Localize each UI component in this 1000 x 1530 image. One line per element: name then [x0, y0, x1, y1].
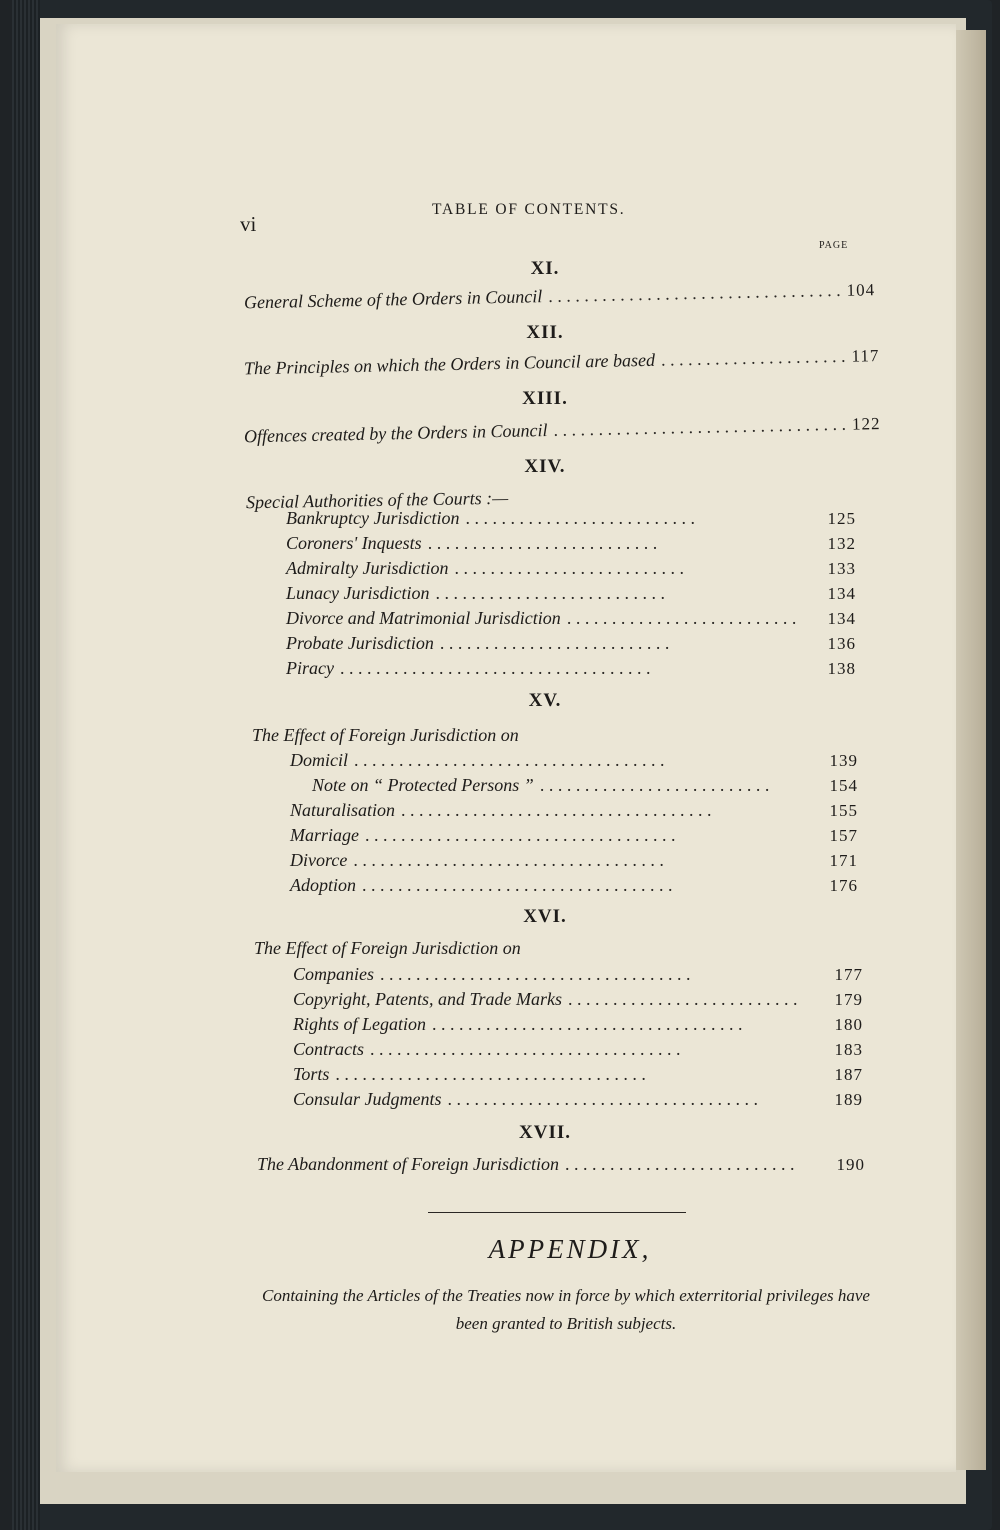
toc-entry-page: 176 — [829, 876, 858, 895]
toc-entry-title: Adoption — [290, 875, 356, 895]
section-heading: Special Authorities of the Courts :— — [245, 487, 509, 513]
dot-leader: . . . . . . . . . . . . . . . . . . . . . . . . . . — [427, 533, 658, 553]
toc-entry-page: 125 — [827, 509, 856, 528]
toc-entry-title: Bankruptcy Jurisdiction — [286, 508, 460, 528]
toc-entry-title: Rights of Legation — [293, 1014, 427, 1034]
dot-leader: . . . . . . . . . . . . . . . . . . . . . . . . . . . . . . . . . . . — [354, 750, 665, 770]
toc-entry — [290, 825, 858, 853]
toc-entry-page: 190 — [836, 1155, 865, 1174]
toc-entry-page: 177 — [834, 965, 863, 984]
section-heading: The Effect of Foreign Jurisdiction on — [254, 938, 521, 958]
dot-leader: . . . . . . . . . . . . . . . . . . . . . . . . . . — [539, 775, 770, 795]
dot-leader: . . . . . . . . . . . . . . . . . . . . . . . . . . . . . . . . . . . — [339, 658, 651, 678]
folio-number: vi — [240, 212, 257, 236]
toc-entry — [286, 633, 856, 661]
dot-leader: . . . . . . . . . . . . . . . . . . . . . . . . . . . . . . . . . . . — [447, 1089, 758, 1109]
chapter-numeral: XI. — [530, 258, 560, 279]
toc-entry-title: The Abandonment of Foreign Jurisdiction — [257, 1154, 559, 1174]
toc-entry-title: Companies — [293, 964, 374, 984]
dot-leader: . . . . . . . . . . . . . . . . . . . . . . . . . . . . . . . . . . . — [335, 1064, 646, 1084]
toc-entry-title: Offences created by the Orders in Council — [243, 420, 548, 447]
toc-entry-page: 132 — [827, 534, 856, 553]
chapter-numeral: XVII. — [519, 1122, 571, 1143]
toc-entry-page: 122 — [851, 414, 881, 434]
toc-entry-page: 138 — [827, 659, 856, 678]
chapter-numeral: XIII. — [522, 388, 568, 409]
toc-entry-page: 180 — [834, 1015, 863, 1034]
dot-leader: . . . . . . . . . . . . . . . . . . . . . . . . . . . . . . . . . . . — [432, 1014, 743, 1034]
toc-entry — [290, 875, 858, 903]
toc-entry — [293, 1014, 863, 1042]
section-heading: The Effect of Foreign Jurisdiction on — [252, 725, 519, 745]
dot-leader: . . . . . . . . . . . . . . . . . . . . . . . . . . . . . . . . . — [547, 279, 841, 307]
dot-leader: . . . . . . . . . . . . . . . . . . . . . . . . . . . . . . . . . . . — [370, 1039, 681, 1059]
toc-entry-title: Domicil — [290, 750, 348, 770]
dot-leader: . . . . . . . . . . . . . . . . . . . . . . . . . . — [564, 1154, 795, 1174]
toc-entry — [286, 533, 856, 561]
toc-entry — [293, 964, 863, 992]
toc-entry-page: 179 — [834, 990, 863, 1009]
running-head: TABLE OF CONTENTS. — [432, 201, 626, 218]
toc-entry-page: 134 — [827, 609, 856, 628]
toc-entry — [290, 800, 858, 828]
toc-entry-title: Naturalisation — [290, 800, 396, 820]
toc-entry-title: Marriage — [290, 825, 359, 845]
chapter-numeral: XV. — [528, 690, 562, 711]
dot-leader: . . . . . . . . . . . . . . . . . . . . . . . . . . . . . . . . . . . — [365, 825, 676, 845]
toc-entry-page: 117 — [851, 346, 880, 366]
toc-entry — [293, 989, 863, 1017]
dot-leader: . . . . . . . . . . . . . . . . . . . . . . . . . . — [465, 508, 695, 528]
toc-entry-page: 183 — [834, 1040, 863, 1059]
toc-entry — [286, 508, 856, 536]
toc-entry-page: 155 — [829, 801, 858, 820]
toc-entry — [286, 608, 856, 636]
toc-entry-title: Note on “ Protected Persons ” — [312, 775, 534, 795]
divider-rule — [428, 1212, 686, 1213]
dot-leader: . . . . . . . . . . . . . . . . . . . . . . . . . . . . . . . . . . . — [401, 800, 712, 820]
toc-entry — [286, 558, 856, 586]
toc-entry — [290, 750, 858, 778]
dot-leader: . . . . . . . . . . . . . . . . . . . . . . . . . . — [439, 633, 670, 653]
chapter-numeral: XIV. — [524, 456, 566, 477]
toc-entry-title: Torts — [293, 1064, 330, 1084]
appendix-title: APPENDIX, — [488, 1234, 652, 1264]
toc-entry — [286, 583, 856, 611]
toc-entry — [286, 658, 856, 686]
toc-entry-title: Consular Judgments — [293, 1089, 442, 1109]
toc-entry-title: Lunacy Jurisdiction — [286, 583, 430, 603]
toc-entry-title: General Scheme of the Orders in Council — [243, 286, 543, 313]
toc-entry-title: Piracy — [286, 658, 334, 678]
dot-leader: . . . . . . . . . . . . . . . . . . . . . . . . . . . . . . . . . — [553, 413, 847, 440]
toc-entry — [312, 775, 858, 803]
toc-entry-page: 187 — [834, 1065, 863, 1084]
dot-leader: . . . . . . . . . . . . . . . . . . . . . . . . . . — [568, 989, 798, 1009]
toc-entry-page: 189 — [834, 1090, 863, 1109]
toc-entry-page: 157 — [829, 826, 858, 845]
chapter-numeral: XII. — [526, 322, 564, 343]
dot-leader: . . . . . . . . . . . . . . . . . . . . . . . . . . — [566, 608, 797, 628]
toc-entry — [257, 1154, 865, 1182]
toc-entry-title: Coroners' Inquests — [286, 533, 422, 553]
toc-entry-page: 133 — [827, 559, 856, 578]
toc-entry-title: Probate Jurisdiction — [286, 633, 434, 653]
toc-entry-page: 136 — [827, 634, 856, 653]
toc-entry-title: The Principles on which the Orders in Council are based — [243, 349, 656, 379]
toc-entry-page: 104 — [846, 280, 876, 300]
dot-leader: . . . . . . . . . . . . . . . . . . . . . . . . . . — [454, 558, 684, 578]
toc-entry-page: 134 — [827, 584, 856, 603]
toc-entry-title: Copyright, Patents, and Trade Marks — [293, 989, 562, 1009]
toc-entry-title: Divorce and Matrimonial Jurisdiction — [286, 608, 561, 628]
toc-entry-title: Admiralty Jurisdiction — [286, 558, 449, 578]
dot-leader: . . . . . . . . . . . . . . . . . . . . . . . . . . . . . . . . . . . — [353, 850, 664, 870]
toc-entry-page: 171 — [829, 851, 858, 870]
dot-leader: . . . . . . . . . . . . . . . . . . . . . . . . . . . . . . . . . . . — [380, 964, 691, 984]
dot-leader: . . . . . . . . . . . . . . . . . . . . . — [660, 345, 846, 370]
page-edges — [956, 30, 986, 1470]
chapter-numeral: XVI. — [523, 906, 567, 927]
toc-entry — [293, 1089, 863, 1117]
toc-entry-title: Contracts — [293, 1039, 365, 1059]
toc-entry — [290, 850, 858, 878]
page-column-label: PAGE — [819, 240, 849, 251]
toc-entry-page: 154 — [829, 776, 858, 795]
toc-entry-title: Divorce — [290, 850, 348, 870]
dot-leader: . . . . . . . . . . . . . . . . . . . . . . . . . . . . . . . . . . . — [362, 875, 673, 895]
toc-entry — [293, 1064, 863, 1092]
appendix-description: Containing the Articles of the Treaties now in force by which exterritorial privileges have been granted to British subjects. — [262, 1286, 870, 1333]
book-spine — [12, 0, 40, 1530]
toc-entry — [293, 1039, 863, 1067]
toc-entry-page: 139 — [829, 751, 858, 770]
dot-leader: . . . . . . . . . . . . . . . . . . . . . . . . . . — [435, 583, 665, 603]
